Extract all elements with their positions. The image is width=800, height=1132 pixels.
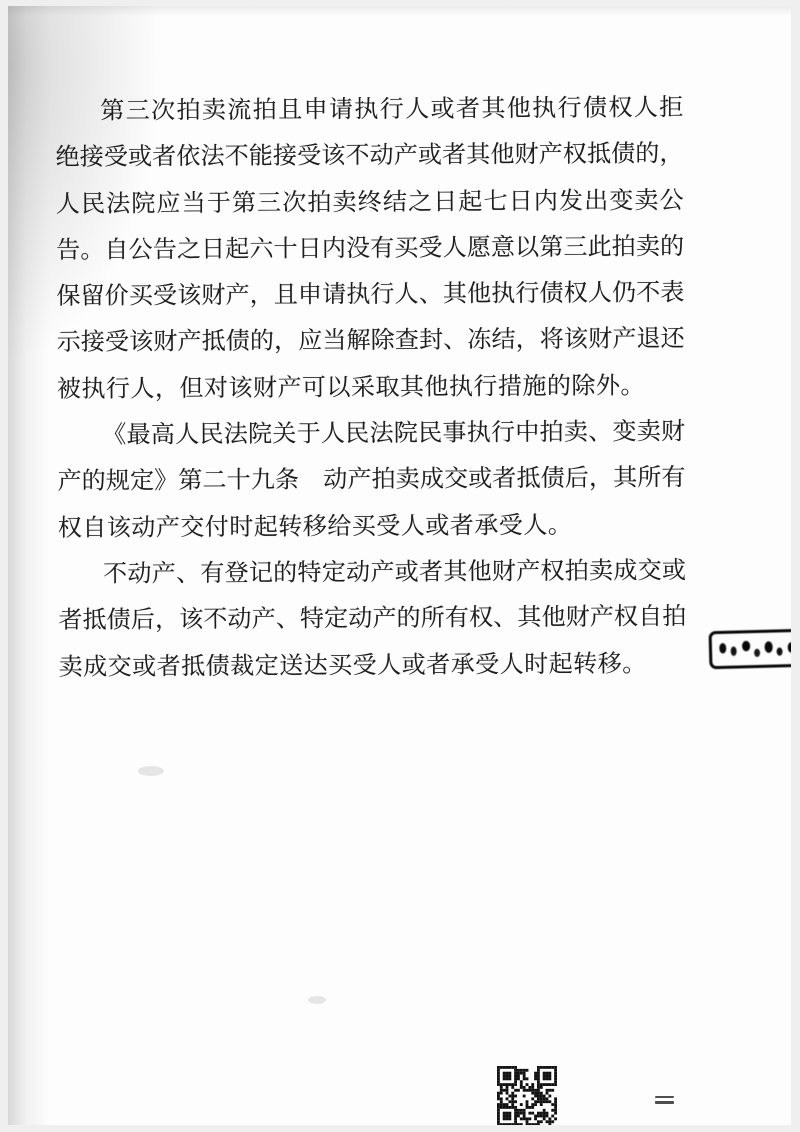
body-text [55, 84, 687, 690]
text-line: 示 接 受 该 财 产 抵 债 的 ， 应 当 解 除 查 封 、 冻 结 ， 将 该 财 产 退 还 [56, 324, 685, 357]
seal-stamp-icon [709, 629, 791, 670]
qr-code [496, 1066, 558, 1125]
text-line: 卖成交或者抵债裁定送达买受人或者承受人时起转移。 [58, 648, 647, 681]
text-line: 《 最 高 人 民 法 院 关 于 人 民 法 院 民 事 执 行 中 拍 卖 、 变 卖 财 [102, 417, 686, 449]
text-line: 权自该动产交付时起转移给买受人或者承受人。 [57, 510, 573, 542]
text-line: 绝 接 受 或 者 依 法 不 能 接 受 该 不 动 产 或 者 其 他 财 产 权 抵 债 的 ， [55, 139, 684, 172]
text-line: 不 动 产 、 有 登 记 的 特 定 动 产 或 者 其 他 财 产 权 拍 卖 成 交 或 [103, 556, 687, 588]
text-line: 第 三 次 拍 卖 流 拍 且 申 请 执 行 人 或 者 其 他 执 行 债 权 人 拒 [100, 93, 684, 125]
qr-code-image [496, 1066, 558, 1125]
document-page [8, 6, 791, 1125]
text-line: 被执行人，但对该财产可以采取其他执行措施的除外。 [56, 371, 646, 403]
text-line: 产 的 规 定 》 第 二 十 九 条 动 产 拍 卖 成 交 或 者 抵 债 后 ， 其 所 有 [57, 463, 686, 496]
text-line: 者 抵 债 后 ， 该 不 动 产 、 特 定 动 产 的 所 有 权 、 其 他 财 产 权 自 拍 [58, 602, 687, 635]
equals-mark-icon [655, 1092, 674, 1107]
text-line: 告 。 自 公 告 之 日 起 六 十 日 内 没 有 买 受 人 愿 意 以 第 三 此 拍 卖 的 [56, 231, 685, 264]
text-line: 人 民 法 院 应 当 于 第 三 次 拍 卖 终 结 之 日 起 七 日 内 发 出 变 卖 公 [55, 185, 684, 218]
text-line: 保 留 价 买 受 该 财 产 ， 且 申 请 执 行 人 、 其 他 执 行 债 权 人 仍 不 表 [56, 278, 685, 311]
